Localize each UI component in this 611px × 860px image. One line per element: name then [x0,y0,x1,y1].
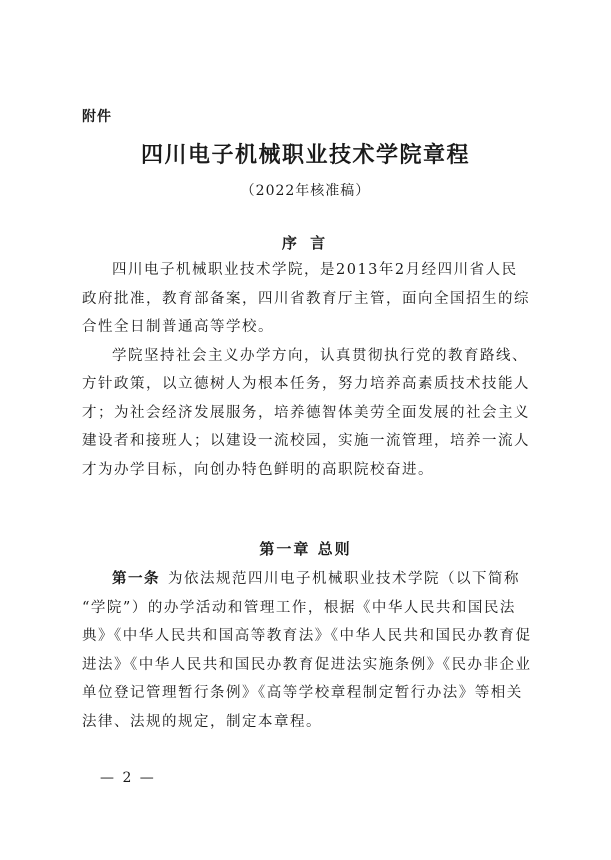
document-title: 四川电子机械职业技术学院章程 [140,142,470,168]
article-first-line [82,565,542,594]
preface-line: 方针政策，以立德树人为根本任务，努力培养高素质技术技能人 [82,376,530,392]
preface-body [82,256,542,484]
article-line: 法律、法规的规定，制定本章程。 [82,713,322,730]
attachment-label: 附件 [82,109,112,125]
preface-line: 合性全日制普通高等学校。 [82,319,274,335]
article-line: 典》《中华人民共和国高等教育法》《中华人民共和国民办教育促 [82,628,532,644]
document-subtitle: （2022年核准稿） [240,183,371,199]
preface-heading: 序 言 [281,234,330,252]
preface-line: 才；为社会经济发展服务，培养德智体美劳全面发展的社会主义 [82,404,530,421]
preface-line: 四川电子机械职业技术学院，是2013年2月经四川省人民 [112,262,518,278]
preface-line: 学院坚持社会主义办学方向，认真贯彻执行党的教育路线、 [112,347,528,364]
article-text: 为依法规范四川电子机械职业技术学院（以下简称 [168,571,520,587]
article-line: 单位登记管理暂行条例》《高等学校章程制定暂行办法》等相关 [82,685,523,701]
preface-line: 政府批准，教育部备案，四川省教育厅主管，面向全国招生的综 [82,290,530,307]
article-line: 进法》《中华人民共和国民办教育促进法实施条例》《民办非企业 [82,656,532,673]
article-label: 第一条 [112,571,160,587]
chapter-body [82,565,542,736]
preface-line: 建设者和接班人；以建设一流校园，实施一流管理，培养一流人 [82,433,530,449]
article-line: “学院”）的办学活动和管理工作，根据《中华人民共和国民法 [82,599,516,616]
chapter-heading: 第一章 总则 [259,540,352,558]
preface-line: 才为办学目标，向创办特色鲜明的高职院校奋进。 [82,461,434,478]
page-number: — 2 — [100,770,156,786]
